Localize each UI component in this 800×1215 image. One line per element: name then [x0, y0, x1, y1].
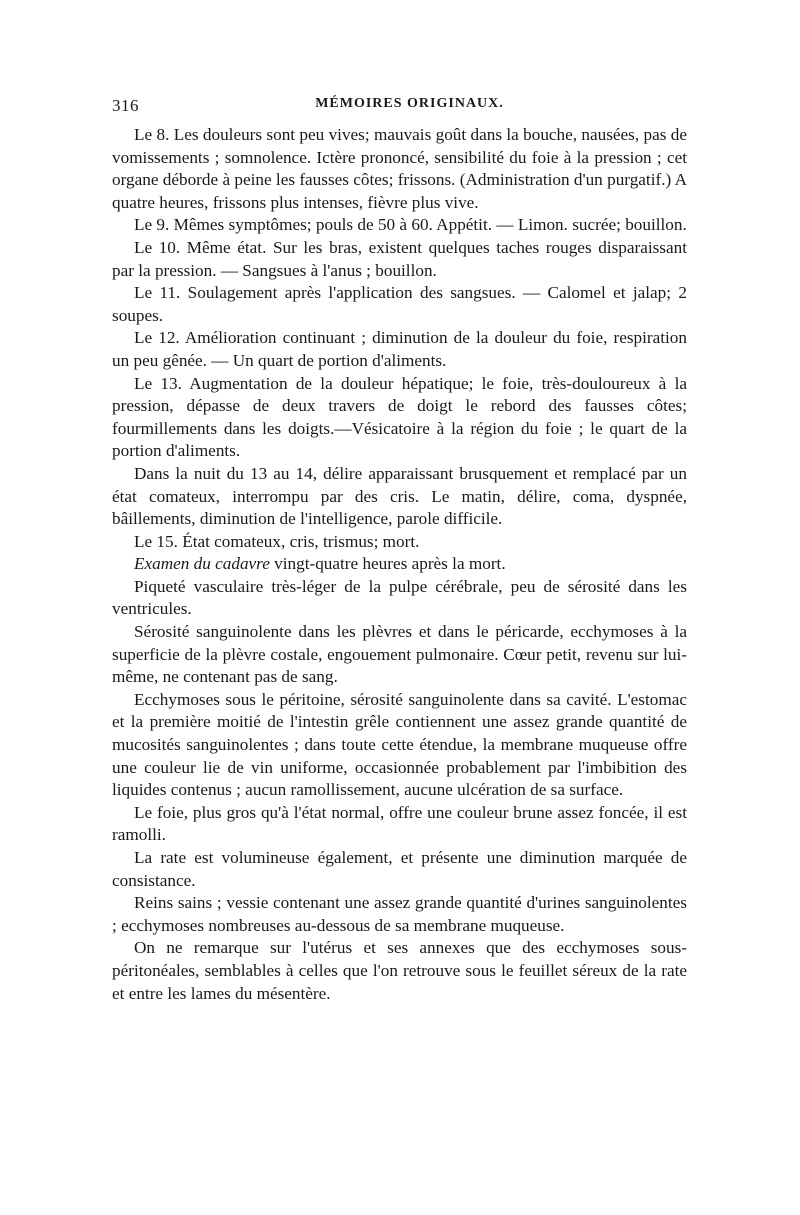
paragraph-spleen: La rate est volumineuse également, et présente une diminution marquée de consistance. — [112, 848, 687, 890]
paragraph-day-11: Le 11. Soulagement après l'application des sangsues. — Calomel et jalap; 2 soupes. — [112, 283, 687, 325]
paragraph-uterus: On ne remarque sur l'utérus et ses annexes que des ecchymoses sous-péritonéales, semblables à celles que l'on retrouve sous le feuillet séreux de la rate et entre les lames du mésentère. — [112, 938, 687, 1003]
paragraph-day-13: Le 13. Augmentation de la douleur hépatique; le foie, très-douloureux à la pression, dépasse de deux travers de doigt le rebord des fausses côtes; fourmillements dans les doigts.—Vésicatoire à la région du foie ; le quart de la portion d'aliments. — [112, 373, 687, 461]
paragraph-kidneys: Reins sains ; vessie contenant une assez grande quantité d'urines sanguinolentes ; ecchymoses nombreuses au-dessous de sa membrane muqueuse. — [112, 893, 687, 935]
running-title: MÉMOIRES ORIGINAUX. — [315, 96, 504, 111]
paragraph-night-13-14: Dans la nuit du 13 au 14, délire apparaissant brusquement et remplacé par un état comateux, interrompu par des cris. Le matin, délire, coma, dyspnée, bâillements, diminution de l'intelligence, parole difficile. — [112, 463, 687, 529]
paragraph-thorax: Sérosité sanguinolente dans les plèvres et dans le péricarde, ecchymoses à la superficie de la plèvre costale, engouement pulmonaire. Cœur petit, revenu sur lui-même, ne contenant pas de sang. — [112, 622, 687, 687]
paragraph-peritoneum: Ecchymoses sous le péritoine, sérosité sanguinolente dans sa cavité. L'estomac et la première moitié de l'intestin grêle contiennent une assez grande quantité de mucosités sanguinolentes ; dans toute cette étendue, la membrane muqueuse offre une couleur lie de vin uniforme, occasionnée probablement par l'imbibition des liquides contenus ; aucun ramollissement, aucune ulcération de sa surface. — [112, 689, 687, 800]
paragraph-brain: Piqueté vasculaire très-léger de la pulpe cérébrale, peu de sérosité dans les ventricules. — [112, 576, 687, 619]
paragraph-day-12: Le 12. Amélioration continuant ; diminution de la douleur du foie, respiration un peu gênée. — Un quart de portion d'aliments. — [112, 328, 687, 370]
body-text — [112, 124, 687, 1005]
paragraph-autopsy-intro — [112, 553, 687, 576]
paragraph-day-8: Le 8. Les douleurs sont peu vives; mauvais goût dans la bouche, nausées, pas de vomissements ; somnolence. Ictère prononcé, sensibilité du foie à la pression ; cet organe déborde à peine les fausses côtes; frissons. (Administration d'un purgatif.) A quatre heures, frissons plus intenses, fièvre plus vive. — [112, 125, 687, 212]
document-page — [112, 96, 687, 1005]
autopsy-intro-text: vingt-quatre heures après la mort. — [269, 554, 506, 574]
paragraph-day-15: Le 15. État comateux, cris, trismus; mort. — [134, 531, 420, 551]
autopsy-heading: Examen du cadavre — [134, 554, 270, 574]
page-number: 316 — [112, 96, 139, 115]
page-header — [112, 96, 687, 122]
paragraph-liver: Le foie, plus gros qu'à l'état normal, offre une couleur brune assez foncée, il est ramolli. — [112, 802, 687, 845]
paragraph-day-9: Le 9. Mêmes symptômes; pouls de 50 à 60. Appétit. — Limon. sucrée; bouillon. — [134, 215, 687, 235]
paragraph-day-10: Le 10. Même état. Sur les bras, existent quelques taches rouges disparaissant par la pression. — Sangsues à l'anus ; bouillon. — [112, 237, 687, 280]
